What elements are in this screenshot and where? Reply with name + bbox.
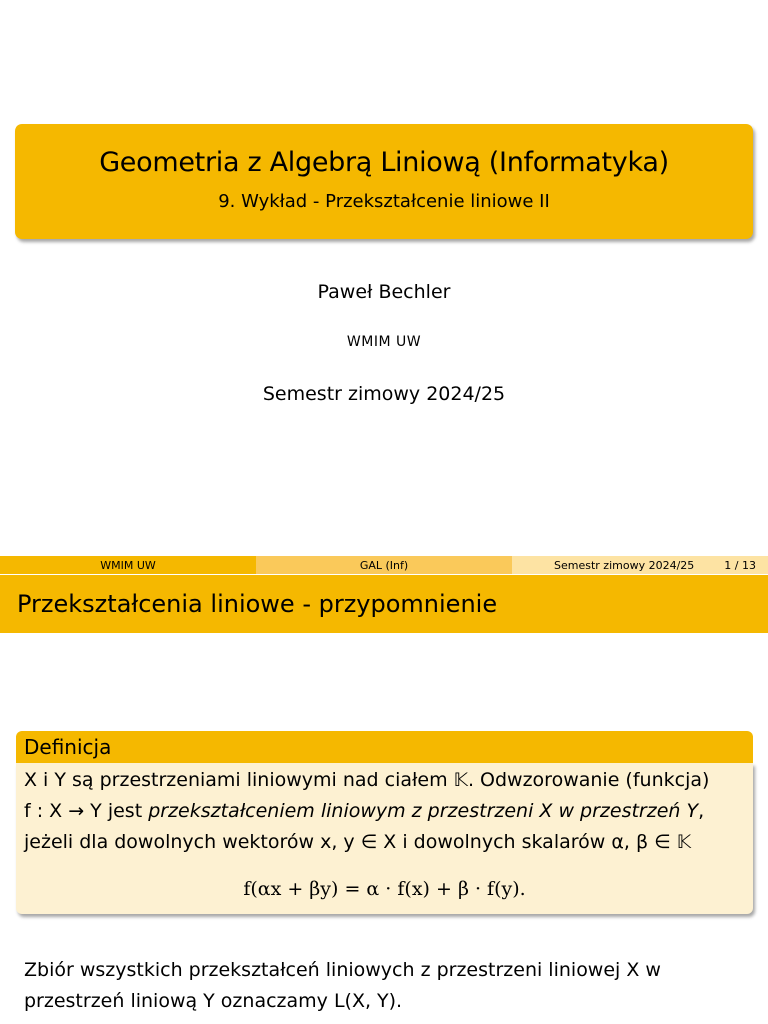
- presentation-subtitle: 9. Wykład - Przekształcenie liniowe II: [218, 191, 550, 212]
- presentation-title: Geometria z Algebrą Liniową (Informatyka): [99, 147, 669, 178]
- linearity-formula: f(αx + βy) = α · f(x) + β · f(y).: [243, 878, 526, 900]
- bottom-text: Zbiór wszystkich przekształceń liniowych z przestrzeni liniowej X w przestrzeń liniową Y oznaczamy L(X, Y).: [24, 959, 661, 1012]
- definition-body: [16, 763, 753, 914]
- definition-line-1: X i Y są przestrzeniami liniowymi nad ciałem 𝕂. Odwzorowanie (funkcja): [24, 769, 710, 791]
- footer-page-number: 1 / 13: [724, 558, 756, 572]
- footer-course: GAL (Inf): [256, 556, 512, 574]
- definition-term: przekształceniem liniowym z przestrzeni X w przestrzeń Y: [148, 800, 699, 822]
- author-name: Paweł Bechler: [317, 281, 451, 303]
- semester-date: Semestr zimowy 2024/25: [262, 383, 506, 405]
- footer-institution: WMIM UW: [0, 556, 256, 574]
- definition-line-2-prefix: f : X → Y jest: [24, 800, 149, 822]
- definition-line-2: [24, 796, 745, 827]
- institution: WMIM UW: [346, 334, 422, 350]
- footer-right: [512, 556, 768, 574]
- definition-line-2-suffix: ,: [698, 800, 705, 822]
- definition-line-3: jeżeli dla dowolnych wektorów x, y ∈ X i dowolnych skalarów α, β ∈ 𝕂: [24, 831, 691, 853]
- definition-title: Definicja: [16, 731, 753, 763]
- footer-date: Semestr zimowy 2024/25: [554, 558, 695, 572]
- frame-title: Przekształcenia liniowe - przypomnienie: [0, 575, 768, 633]
- title-box: [15, 124, 753, 239]
- slide-footer: [0, 556, 768, 574]
